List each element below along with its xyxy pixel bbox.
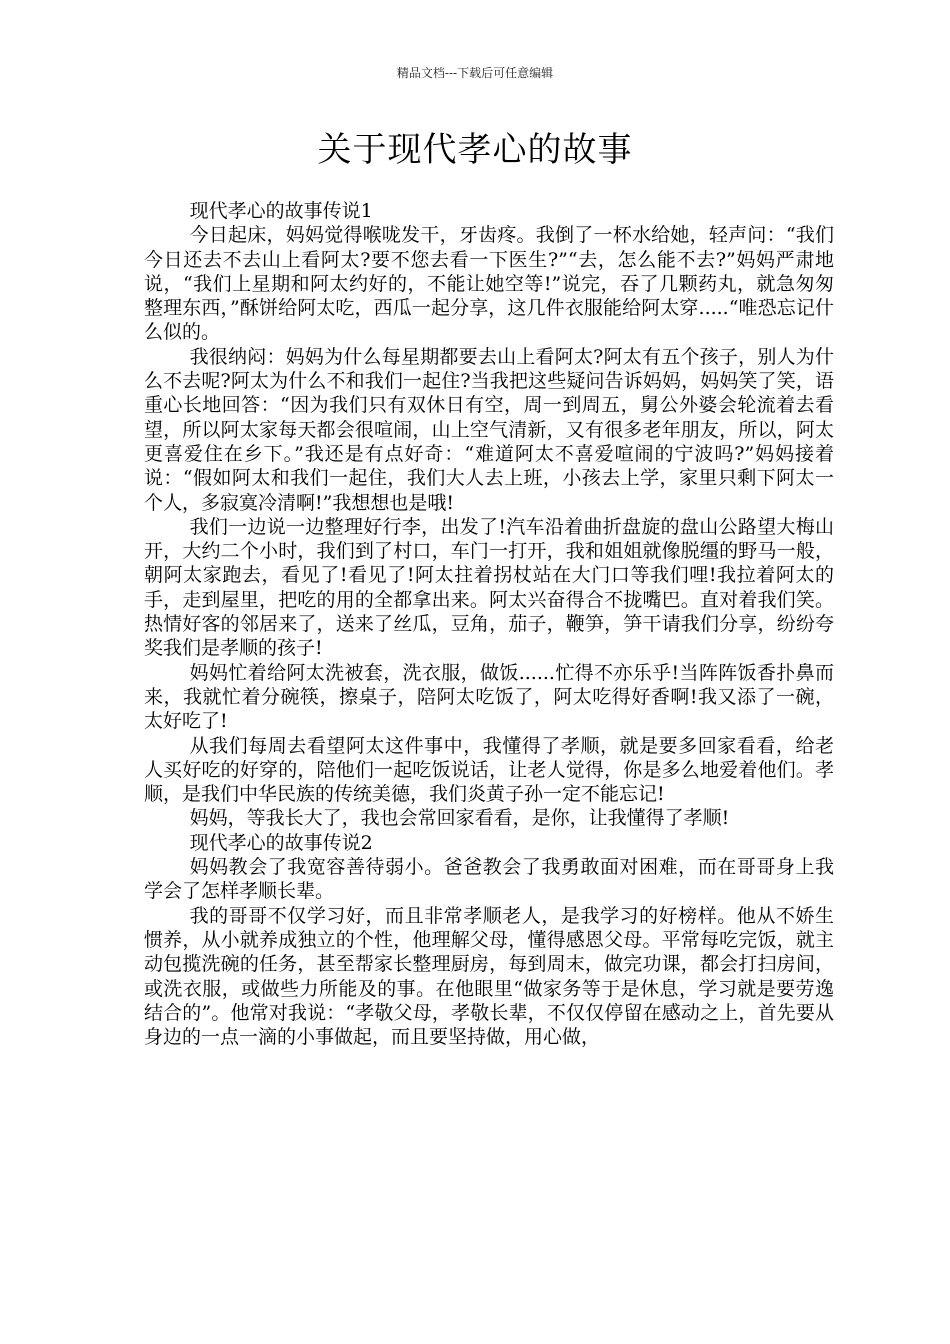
section-heading-2: 现代孝心的故事传说2 [189, 831, 373, 854]
paragraph: 我的哥哥不仅学习好，而且非常孝顺老人，是我学习的好榜样。他从不娇生惯养，从小就养成独立的个性，他理解父母，懂得感恩父母。平常每吃完饭，就主动包揽洗碗的任务，甚至帮家长整理厨房，每到周末，做完功课，都会打扫房间，或洗衣服，或做些力所能及的事。在他眼里“做家务等于是休息，学习就是要劳逸结合的”。他常对我说：“孝敬父母，孝敬长辈，不仅仅停留在感动之上，首先要从身边的一点一滴的小事做起，而且要坚持做，用心做， [144, 904, 834, 1049]
paragraph: 从我们每周去看望阿太这件事中，我懂得了孝顺，就是要多回家看看，给老人买好吃的好穿的，陪他们一起吃饭说话，让老人觉得，你是多么地爱着他们。孝顺，是我们中华民族的传统美德，我们炎黄子孙一定不能忘记! [144, 734, 834, 806]
paragraph: 妈妈，等我长大了，我也会常回家看看，是你，让我懂得了孝顺! [189, 807, 730, 830]
header-note: 精品文档---下载后可任意编辑 [396, 66, 554, 80]
paragraph: 妈妈教会了我宽容善待弱小。爸爸教会了我勇敢面对困难，而在哥哥身上我学会了怎样孝顺长辈。 [144, 856, 834, 903]
paragraph: 妈妈忙着给阿太洗被套，洗衣服，做饭......忙得不亦乐乎!当阵阵饭香扑鼻而来，我就忙着分碗筷，擦桌子，陪阿太吃饭了，阿太吃得好香啊!我又添了一碗，太好吃了! [144, 661, 834, 733]
paragraph: 我很纳闷：妈妈为什么每星期都要去山上看阿太?阿太有五个孩子，别人为什么不去呢?阿太为什么不和我们一起住?当我把这些疑问告诉妈妈，妈妈笑了笑，语重心长地回答：“因为我们只有双休日有空，周一到周五，舅公外婆会轮流着去看望，所以阿太家每天都会很喧闹，山上空气清新，又有很多老年朋友，所以，阿太更喜爱住在乡下。”我还是有点好奇：“难道阿太不喜爱喧闹的宁波吗?”妈妈接着说：“假如阿太和我们一起住，我们大人去上班，小孩去上学，家里只剩下阿太一个人，多寂寞冷清啊!”我想想也是哦! [144, 345, 834, 514]
paragraph: 今日起床，妈妈觉得喉咙发干，牙齿疼。我倒了一杯水给她，轻声问：“我们今日还去不去山上看阿太?要不您去看一下医生?”“去，怎么能不去?”妈妈严肃地说，“我们上星期和阿太约好的，不能让她空等!”说完，吞了几颗药丸，就急匆匆整理东西，”酥饼给阿太吃，西瓜一起分享，这几件衣服能给阿太穿.....“唯恐忘记什么似的。 [144, 224, 834, 344]
document-body [144, 199, 834, 1049]
section-heading-1: 现代孝心的故事传说1 [189, 200, 373, 222]
paragraph: 我们一边说一边整理好行李，出发了!汽车沿着曲折盘旋的盘山公路望大梅山开，大约二个小时，我们到了村口，车门一打开，我和姐姐就像脱缰的野马一般，朝阿太家跑去，看见了!看见了!阿太拄着拐杖站在大门口等我们哩!我拉着阿太的手，走到屋里，把吃的用的全都拿出来。阿太兴奋得合不拢嘴巴。直对着我们笑。热情好客的邻居来了，送来了丝瓜，豆角，茄子，鞭笋，笋干请我们分享，纷纷夸奖我们是孝顺的孩子! [144, 515, 834, 660]
document-title: 关于现代孝心的故事 [317, 130, 633, 170]
